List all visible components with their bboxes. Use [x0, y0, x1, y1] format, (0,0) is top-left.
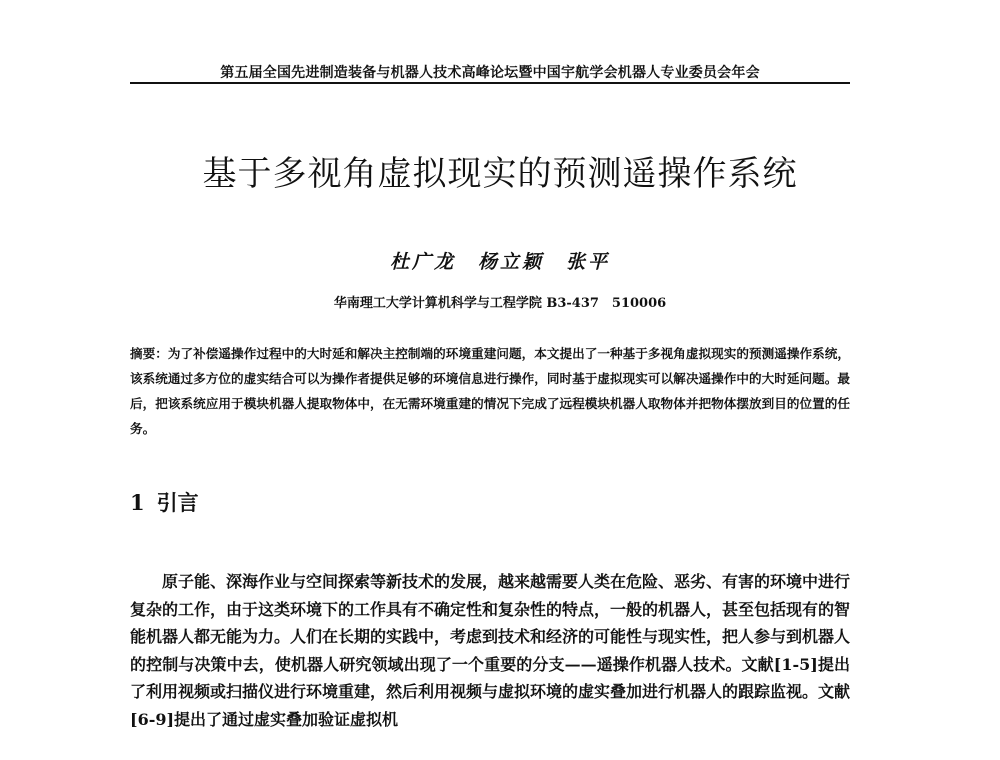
header-rule — [130, 82, 850, 84]
author-list: 杜广龙 杨立颖 张平 — [389, 251, 610, 273]
running-header: 第五届全国先进制造装备与机器人技术高峰论坛暨中国宇航学会机器人专业委员会年会 — [220, 65, 760, 81]
abstract: 摘要：为了补偿遥操作过程中的大时延和解决主控制端的环境重建问题，本文提出了一种基于多视角虚拟现实的预测遥操作系统，该系统通过多方位的虚实结合可以为操作者提供足够的环境信息进行操作，同时基于虚拟现实可以解决遥操作中的大时延问题。最后，把该系统应用于模块机器人提取物体中，在无需环境重建的情况下完成了远程模块机器人取物体并把物体摆放到目的位置的任务。 — [130, 346, 850, 436]
section-number: 1 — [130, 490, 145, 515]
section-title: 引言 — [156, 490, 199, 515]
author-affiliation: 华南理工大学计算机科学与工程学院 B3-437 510006 — [333, 296, 667, 311]
paper-title: 基于多视角虚拟现实的预测遥操作系统 — [202, 154, 798, 194]
section-heading — [130, 487, 199, 517]
body-paragraph: 原子能、深海作业与空间探索等新技术的发展，越来越需要人类在危险、恶劣、有害的环境中进行复杂的工作，由于这类环境下的工作具有不确定性和复杂性的特点，一般的机器人，甚至包括现有的智能机器人都无能为力。人们在长期的实践中，考虑到技术和经济的可能性与现实性，把人参与到机器人的控制与决策中去，使机器人研究领域出现了一个重要的分支——遥操作机器人技术。文献[1-5]提出了利用视频或扫描仪进行环境重建，然后利用视频与虚拟环境的虚实叠加进行机器人的跟踪监视。文献[6-9]提出了通过虚实叠加验证虚拟机 — [130, 572, 851, 729]
